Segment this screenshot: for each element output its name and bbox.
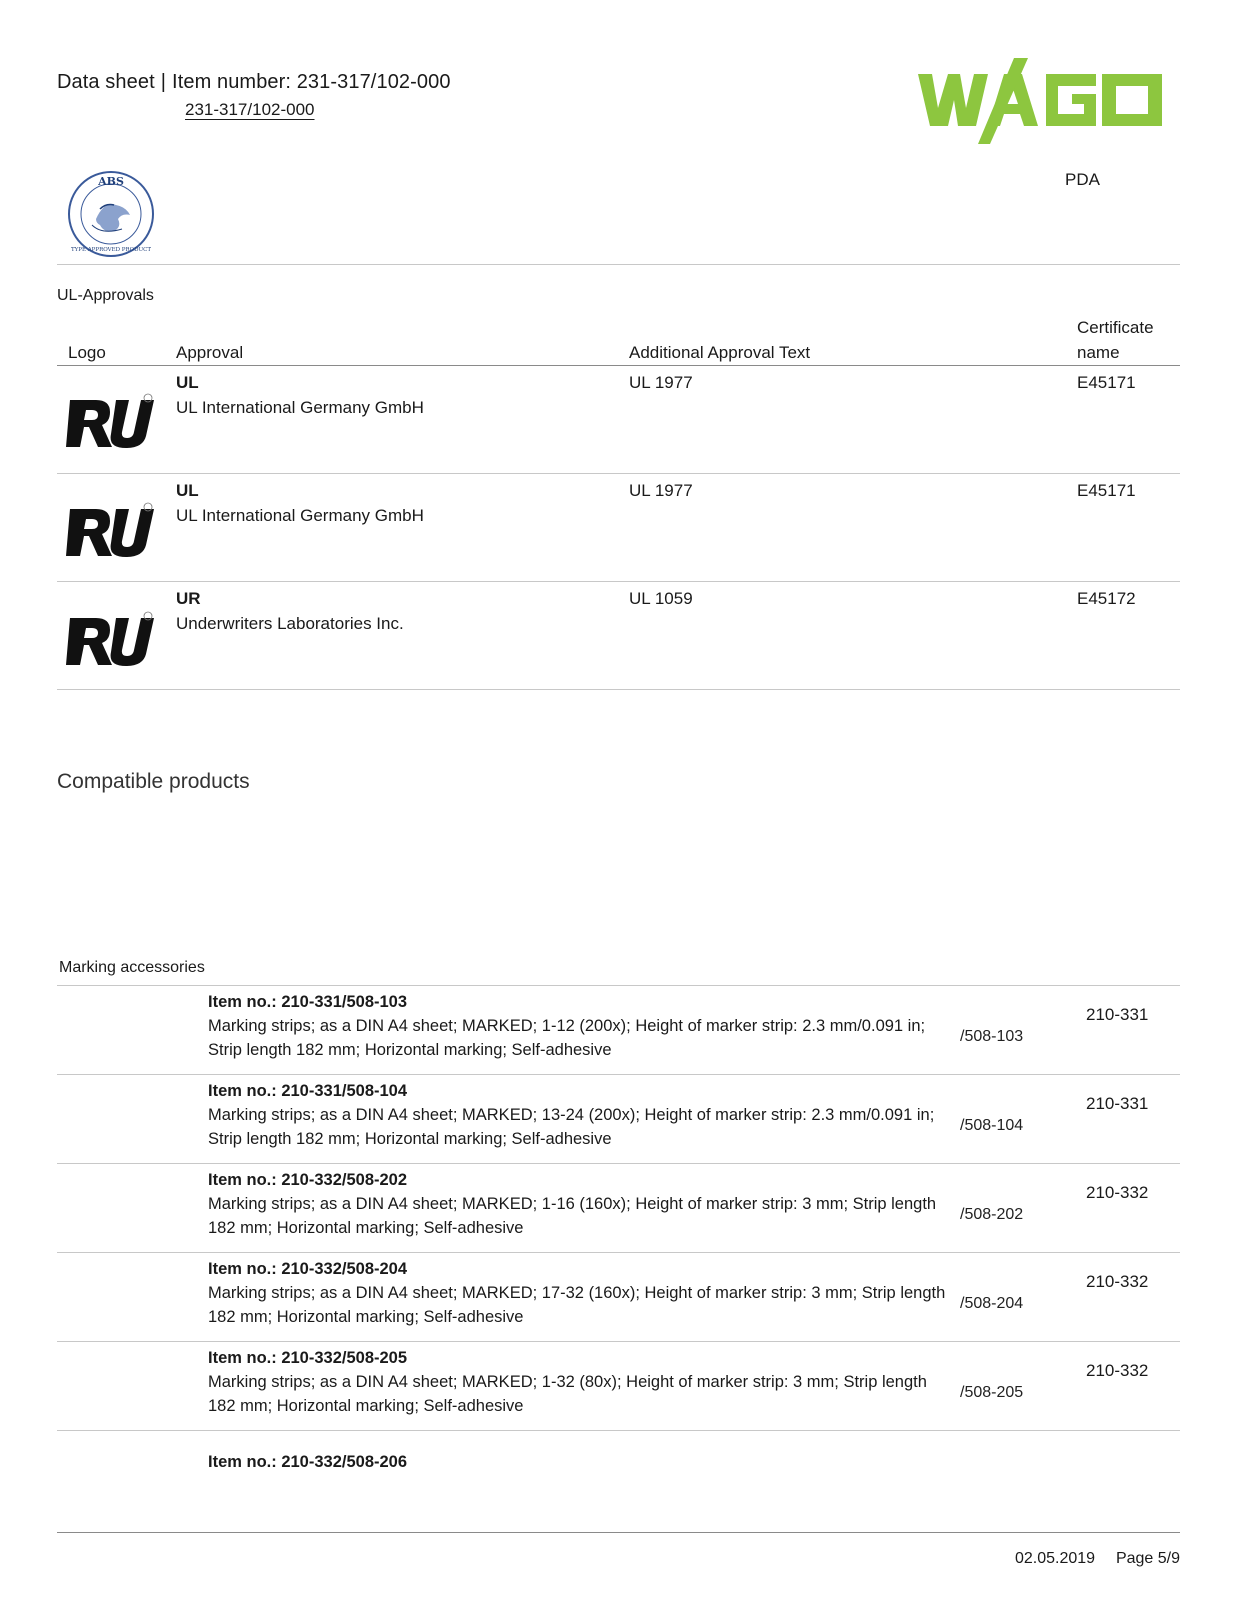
divider (57, 473, 1180, 474)
approval-cell (176, 370, 424, 420)
accessory-code: /508-205 (960, 1384, 1024, 1401)
wago-logo-text: WAGO (918, 56, 922, 57)
accessory-description (208, 1450, 953, 1474)
additional-approval-text: UL 1059 (629, 589, 693, 608)
footer-date: 02.05.2019 (1014, 1550, 1096, 1567)
approval-cell (176, 478, 424, 528)
divider (57, 1163, 1180, 1164)
divider (57, 1252, 1180, 1253)
title-separator: | (160, 71, 167, 93)
certificate-name: E45171 (1077, 373, 1136, 392)
compatible-products-title: Compatible products (57, 770, 250, 793)
item-number-link[interactable]: 231-317/102-000 (185, 100, 315, 119)
marking-accessories-title: Marking accessories (59, 959, 205, 976)
accessory-desc-line2: 182 mm; Horizontal marking; Self-adhesive (208, 1219, 524, 1237)
accessory-number: 210-331 (1086, 1094, 1149, 1113)
ur-recognized-logo-icon (66, 610, 156, 668)
col-header-certificate-line2: name (1077, 343, 1120, 362)
accessory-item-number: Item no.: 210-331/508-103 (208, 993, 408, 1011)
pda-label: PDA (1065, 170, 1100, 189)
wago-logo (918, 56, 1174, 148)
accessory-description (208, 1168, 953, 1240)
col-header-additional: Additional Approval Text (629, 343, 811, 362)
accessory-number: 210-332 (1086, 1183, 1149, 1202)
footer (1015, 1550, 1180, 1568)
approval-code: UR (176, 589, 201, 608)
approval-body: UL International Germany GmbH (176, 398, 424, 417)
accessory-item-number: Item no.: 210-332/508-206 (208, 1453, 408, 1471)
doc-type: Data sheet (57, 71, 155, 93)
col-header-certificate (1077, 315, 1154, 365)
accessory-desc-line1: Marking strips; as a DIN A4 sheet; MARKED; 17-32 (160x); Height of marker strip: 3 mm; Strip length (208, 1284, 946, 1302)
ul-listed-logo-icon (66, 392, 156, 450)
col-header-approval: Approval (176, 343, 244, 362)
accessory-desc-line1: Marking strips; as a DIN A4 sheet; MARKED; 13-24 (200x); Height of marker strip: 2.3 mm/0.091 in; (208, 1106, 935, 1124)
ul-approvals-title: UL-Approvals (57, 287, 154, 304)
divider (57, 1430, 1180, 1431)
abs-seal-icon (66, 169, 156, 259)
col-header-certificate-line1: Certificate (1077, 318, 1154, 337)
approval-body: UL International Germany GmbH (176, 506, 424, 525)
col-header-logo: Logo (68, 343, 106, 362)
divider (57, 264, 1180, 265)
accessory-desc-line1: Marking strips; as a DIN A4 sheet; MARKED; 1-32 (80x); Height of marker strip: 3 mm; Strip length (208, 1373, 927, 1391)
accessory-code: /508-104 (960, 1117, 1024, 1134)
additional-approval-text: UL 1977 (629, 481, 693, 500)
accessory-description (208, 1346, 953, 1418)
divider (57, 581, 1180, 582)
item-number-label: Item number: 231-317/102-000 (172, 71, 451, 93)
accessory-item-number: Item no.: 210-332/508-202 (208, 1171, 408, 1189)
divider (57, 1074, 1180, 1075)
accessory-description (208, 1079, 953, 1151)
page-title (57, 71, 451, 94)
accessory-desc-line2: 182 mm; Horizontal marking; Self-adhesive (208, 1308, 524, 1326)
approval-cell (176, 586, 404, 636)
approval-body: Underwriters Laboratories Inc. (176, 614, 404, 633)
accessory-code: /508-202 (960, 1206, 1024, 1223)
footer-rule (57, 1532, 1180, 1533)
accessory-code: /508-204 (960, 1295, 1024, 1312)
divider (57, 1341, 1180, 1342)
certificate-name: E45172 (1077, 589, 1136, 608)
accessory-code: /508-103 (960, 1028, 1024, 1045)
accessory-desc-line2: 182 mm; Horizontal marking; Self-adhesive (208, 1397, 524, 1415)
ul-listed-logo-icon (66, 501, 156, 559)
accessory-description (208, 990, 953, 1062)
divider (57, 689, 1180, 690)
approval-code: UL (176, 481, 199, 500)
accessory-desc-line1: Marking strips; as a DIN A4 sheet; MARKED; 1-16 (160x); Height of marker strip: 3 mm; Strip length (208, 1195, 937, 1213)
accessory-item-number: Item no.: 210-332/508-204 (208, 1260, 408, 1278)
accessory-number: 210-331 (1086, 1005, 1149, 1024)
footer-page: Page 5/9 (1115, 1550, 1180, 1567)
seal-text-top: ABS (98, 175, 124, 188)
accessory-number: 210-332 (1086, 1272, 1149, 1291)
certificate-name: E45171 (1077, 481, 1136, 500)
approval-code: UL (176, 373, 199, 392)
seal-text-ring: TYPE APPROVED PRODUCT (70, 247, 152, 253)
accessory-item-number: Item no.: 210-332/508-205 (208, 1349, 408, 1367)
table-header-rule (57, 365, 1180, 366)
accessory-desc-line1: Marking strips; as a DIN A4 sheet; MARKED; 1-12 (200x); Height of marker strip: 2.3 mm/0.091 in; (208, 1017, 926, 1035)
accessory-number: 210-332 (1086, 1361, 1149, 1380)
divider (57, 985, 1180, 986)
accessory-item-number: Item no.: 210-331/508-104 (208, 1082, 408, 1100)
accessory-desc-line2: Strip length 182 mm; Horizontal marking; Self-adhesive (208, 1041, 612, 1059)
accessory-description (208, 1257, 953, 1329)
additional-approval-text: UL 1977 (629, 373, 693, 392)
accessory-desc-line2: Strip length 182 mm; Horizontal marking; Self-adhesive (208, 1130, 612, 1148)
